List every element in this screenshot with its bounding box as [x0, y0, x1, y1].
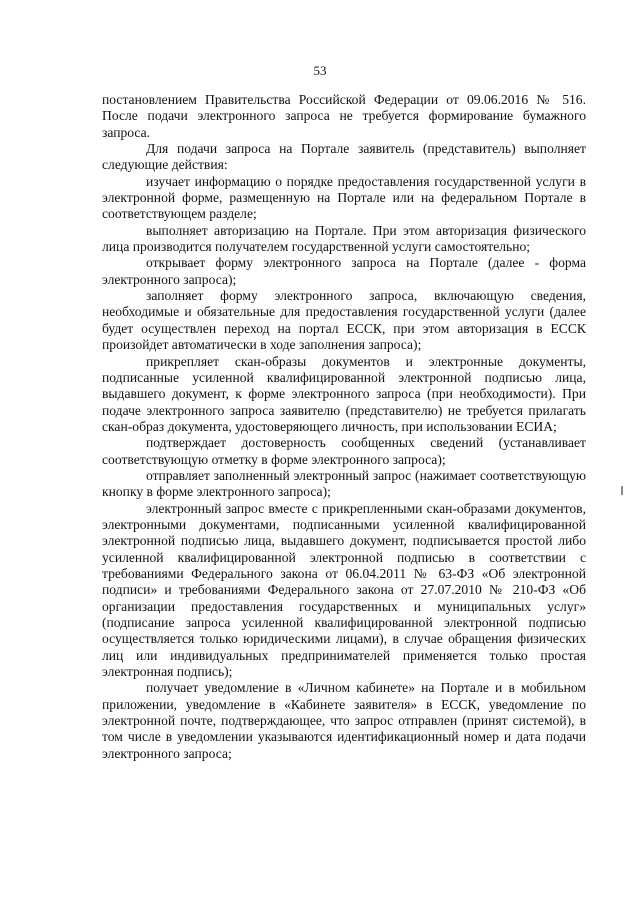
page-body — [102, 92, 586, 762]
paragraph-authorization: выполняет авторизацию на Портале. При этом авторизация физического лица производится получателем государственной услуги самостоятельно; — [102, 222, 586, 255]
paragraph-intro-actions: Для подачи запроса на Портале заявитель (представитель) выполняет следующие действия: — [102, 141, 586, 173]
paragraph-open-form: открывает форму электронного запроса на Портале (далее - форма электронного запроса); — [102, 255, 586, 287]
paragraph-confirm-data: подтверждает достоверность сообщенных сведений (устанавливает соответствующую отметку в форме электронного запроса); — [102, 435, 586, 467]
paragraph-continuation: постановлением Правительства Российской Федерации от 09.06.2016 № 516. После подачи электронного запроса не требуется формирование бумажного запроса. — [102, 92, 586, 140]
paragraph-send-request: отправляет заполненный электронный запрос (нажимает соответствующую кнопку в форме электронного запроса); — [102, 467, 586, 500]
paragraph-signature: электронный запрос вместе с прикрепленными скан-образами документов, электронными документами, подписанными усиленной квалифицированной электронной подписью лица, выдавшего документ, подписывается простой либо усиленной квалифицированной электронной подписью в соответствии с требованиями Федерального закона от 06.04.2011 № 63-ФЗ «Об электронной подписи» и требованиями Федерального закона от 27.07.2010 № 210-ФЗ «Об организации предоставления государственных и муниципальных услуг» (подписание запроса усиленной квалифицированной электронной подписью осуществляется только юридическими лицами), в случае обращения физических лиц или индивидуальных предпринимателей применяется только простая электронная подпись); — [102, 500, 586, 680]
paragraph-fill-form: заполняет форму электронного запроса, включающую сведения, необходимые и обязательные для предоставления государственной услуги (далее будет осуществлен переход на портал ЕССК, при этом авторизация в ЕССК произойдет автоматически в ходе заполнения запроса); — [102, 288, 586, 353]
paragraph-attach-scans: прикрепляет скан-образы документов и электронные документы, подписанные усиленной квалифицированной электронной подписью лица, выдавшего документ, к форме электронного запроса (при необходимости). При подаче электронного запроса заявителю (представителю) не требуется прилагать скан-образ документа, удостоверяющего личность, при использовании ЕСИА; — [102, 353, 586, 434]
paragraph-study-info: изучает информацию о порядке предоставления государственной услуги в электронной форме, размещенную на Портале или на федеральном Портале в соответствующем разделе; — [102, 173, 586, 222]
margin-mark — [621, 486, 623, 495]
paragraph-notification: получает уведомление в «Личном кабинете» на Портале и в мобильном приложении, уведомление в «Кабинете заявителя» в ЕССК, уведомление по электронной почте, подтверждающее, что запрос отправлен (принят системой), в том числе в уведомлении указываются идентификационный номер и дата подачи электронного запроса; — [102, 680, 586, 761]
page-number: 53 — [313, 63, 327, 78]
